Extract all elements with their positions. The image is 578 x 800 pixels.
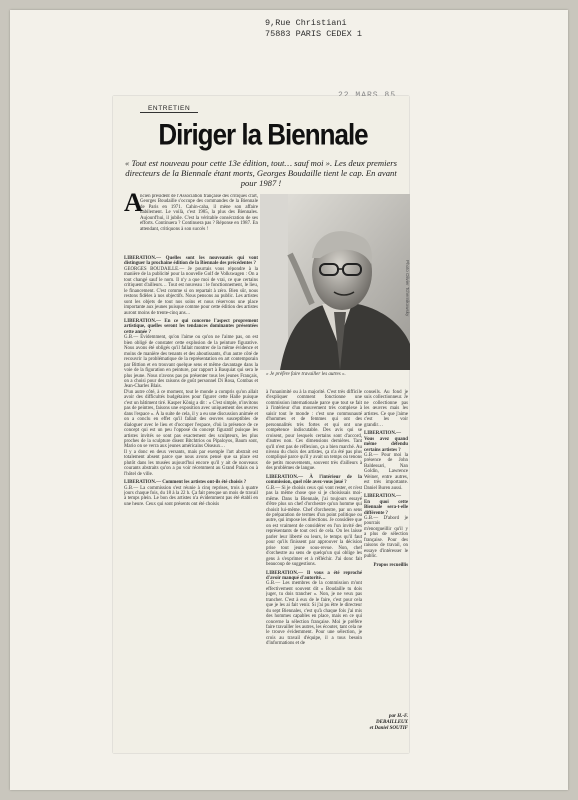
col1-para: G.B.— La commission s'est réunie à cinq reprises, trois à quatre jours chaque fois, du 18 à la 22 h. Ça fait presque un mois de travail à temps plein. Le bon des artistes n'a évidemment pas été établi en une heure. Ceux qui sont présents ont été choisis [124,485,258,507]
col3-para: G.B.— Pour moi la présence de John Baldessari, Nan Goldin, Lawrence Weiner, entre autres, est très importante. Daniel Buren aussi. [364,452,408,491]
col3-para: G.B.— D'abord je pourrais m'enorgueillir qu'il y a plus de sélection française. Pour des raisons de travail, on essaye d'intéresser le public. [364,515,408,560]
col1-para: LIBERATION.— En ce qui concerne l'aspect proprement artistique, quelles seront les tendances dominantes présentées cette année ? [124,318,258,335]
byline-line: par H.-F. DEBAILLEUX [376,714,408,725]
col1-para: D'un autre côté, à ce moment, tout le monde a compris qu'on allait avoir des difficultés budgétaires pour figurer cette Halle puisque c'est un bâtiment tiré. Kasper König a dit : « C'est simple, n'invitons pas de peintres, faisons une exposition avec uniquement des œuvres dans l'espace ». À la suite de cela, il y a eu une discussion animée et on a conclu en effet qu'il fallait des œuvres susceptibles de dialoguer avec le lieu et d'occuper l'espace, d'où la présence de ce concept qui est un peu l'opposé du concept figuratif puisque les artistes invités se sont pas exactement des sculpteurs, les plus proches de la sculpture disent Bitchtrios ou Pipaloyos, Baum sont, Mario on se verra aux jeunes américains Oiseaux… [124,389,258,450]
col2-para: G.B.— Les membres de la commission m'ont effectivement souvent dit « Boudaille tu dois juger, tu dois trancher ». Non, je ne veux pas trancher. C'est à eux de le faire, c'est pour cela que je les ai fait venir. Si j'ai pu être le directeur du sept Biennales, c'est qu'à chaque fois j'ai mis des hommes capables en place, mais en ce qui concerne la sélection française. Moi je préfère faire travailler les autres, les écouter, tant cela ne le trouve évidemment. Pour une sélection, je crois au travail d'équipe, il a tous besoin d'informations et de [266,581,362,647]
column-3 [364,382,408,708]
col1-para: G.B.— Évidemment, qu'on l'aime ou qu'on ne l'aime pas, on est bien obligé de constater cette explosion de la peinture figurative. Nous avons été obligés qu'il fallait montrer de la même évidence et moins de manière des tenants et des aboutissants, d'un autre côté de recouvrir la problématique de la représentation en art contemporain par Bittion et en trouvant quelque sens et même davantage dans la voie de la figuration en peinture, par rapport à Basquiat qui sera le plus jeune. Nous n'avons pas pu présenter tous les jeunes Français, on a choisi pour des raisons de goût personnel Di Rosa, Combas et Jean-Charles Blais. [124,335,258,390]
photo-credit: Photo Olivier Tchernikowsky [405,260,410,317]
col1-para: LIBERATION.— Quelles sont les nouveautés qui vont distinguer la prochaine édition de la Biennale des précédentes ? [124,256,258,267]
col1-para: LIBERATION.— Comment les artistes ont-ils été choisis ? [124,480,247,486]
column-2 [266,382,362,732]
column-1 [124,254,258,728]
col1-para: GEORGES BOUDAILLE.— Je pourrais vous répondre à la manière de la publicité pour la nouvelle Golf de Volkswagen : On a tout changé sauf le nom. Il n'y a que moi de vrai, ce que certains critiquent d'ailleurs… Tout est nouveau : le fonctionnement, le lieu, le financement. C'est comme si on repartait à zéro. Bien sûr, nous restons fidèles à nos objectifs. Nous pensons au public. Les artistes sont les objets de tout nos soins et nous réservons une place importante aux jeunes puisque comme pour cette édition des artistes auront moins de trente-cinq ans… [124,266,258,316]
intro-text: ncien président de l'Association française des critiques d'art, Georges Boudaille s'occupe des commandes de la Biennale de Paris en 1971. Cahin-caha, il mène son affaire habilement. Le voilà, c'est 1985, la plus des Biennales. Aujourd'hui, il jubile. C'est la véritable consécration de ses efforts. Continuera ? Continuera pas ? Réponse en 1987. En attendant, critiquons à son succès ! [140,194,258,232]
byline-line: et Daniel SOUTIF [369,726,408,731]
intro-paragraph [140,194,258,254]
portrait-photo [260,194,410,370]
address-stamp [265,18,362,40]
drop-cap: A [124,188,143,217]
address-line-2: 75883 PARIS CEDEX 1 [265,29,362,39]
col3-para: conseils. Au fond je suis collectionneur. Je ne collectionne pas les œuvres mais les artistes. Ce que j'aime c'est les voir grandir… [364,390,408,428]
article-headline: Diriger la Biennale [158,117,368,152]
col3-para: LIBERATION.— Vous avez quand même défendu certains artistes ? [364,431,408,453]
article-byline [364,714,408,732]
address-line-1: 9,Rue Christiani [265,18,347,28]
col2-para: à l'unanimité ou à la majorité. C'est très difficile d'expliquer comment fonctionne une commission internationale parce que tout se fait à l'intérieur d'un mouvement très complexe à saisir tout le monde : c'est une communauté d'hommes et de femmes qui ont des personnalités très fortes et qui ont une compétence indiscutable. Des avis qui se croisent, pour lesquels certains sont d'accord, d'autres non. Ces dimensions dernières. Tant qu'il n'est pas de réflexion, ça a bien marché. Au niveau du choix des artistes, ça n'a été pas plus compliqué parce qu'il y avait un temps où tenons de petits mouvements, souvent très d'ailleurs à des problèmes de langue. [266,390,362,472]
col2-para: G.B.— Si je choisis ceux qui vont rester, et n'est pas la même chose que si je choisissais moi-même. Dans la Biennale, j'ai toujours essayé d'être plus un chef d'orchestre qu'un homme qui choisit lui-même. Chef d'orchestre, par un sens de préparation de termes d'un point politique ou autre, qui impose les directions. Je considère que on est vraiment de considérer en l'un invité des représentants de tout ceci de cela. On les laisse parler leur liberté ou leurs, le temps qu'il faut pour qu'ils finissent par approuver la décision prise tout jeune sous-revue. Non, chef d'orchestre au sens de quelqu'un qui oblige les gens à s'exprimer et à réfléchir. J'ai donc fait beaucoup de suggestions. [266,485,362,568]
portrait-illustration [260,194,410,370]
rubric-label: ENTRETIEN [148,105,191,112]
col3-para: Propos recueillis [373,562,408,568]
article-standfirst: « Tout est nouveau pour cette 13e édition, tout… sauf moi ». Les deux premiers directeurs de la Biennale étant morts, Georges Boudaille tient le cap. En avant pour 1987 ! [125,158,397,189]
col2-para: LIBERATION.— À l'intérieur de la commission, quel rôle avez-vous joué ? [266,474,362,486]
col1-para: Il y a donc en deux versants, mais par exemple l'art abstrait est totalement absent parce que nous avons pensé que sa place est plutôt dans les musées aujourd'hui encore qu'il y ait de nouveaux courants abstraits qu'on a pu voir récemment au Grand Palais ou à l'hôtel de ville. [124,449,258,477]
rubric-rule [140,112,198,113]
col3-para: LIBERATION.— En quoi cette Biennale sera-t-elle différente ? [364,494,408,516]
photo-caption: « Je préfère faire travailler les autres ». [266,372,346,377]
col2-para: LIBERATION.— Il vous a été reproché d'avoir manqué d'autorité… [266,570,362,581]
